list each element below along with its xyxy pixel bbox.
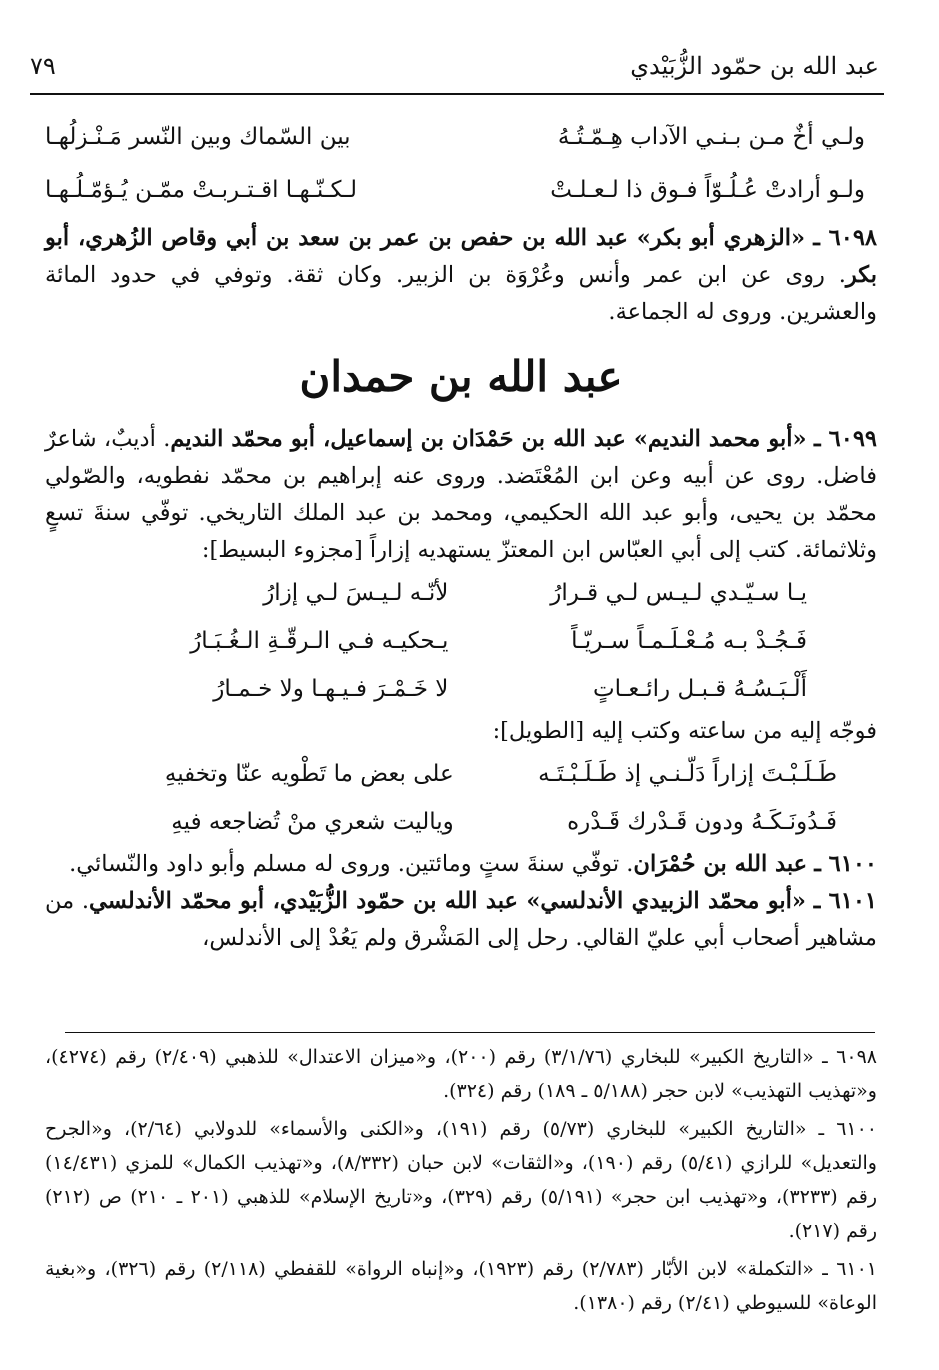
verse-hemistich: فَـدُونَـكَـهُ ودون قَـدْرك قَـدْره	[567, 809, 837, 835]
entry-number: ٦١٠٠ ـ	[814, 851, 877, 877]
reply-intro: فوجّه إليه من ساعته وكتب إليه [الطويل]:	[492, 718, 877, 744]
verse-hemistich: فَـجُـدْ بـه مُـعْـلَـمـاً سـريّـاً	[571, 628, 807, 654]
main-text	[45, 110, 877, 957]
verse-hemistich: لأنّـه لـيـسَ لـي إزارُ	[263, 580, 449, 606]
verse-hemistich: وياليت شعري منْ تُضاجعه فيهِ	[171, 809, 454, 835]
verse-line	[45, 617, 877, 665]
entry-number: ٦٠٩٩ ـ	[813, 426, 877, 452]
entry-number: ٦١٠١ ـ	[813, 888, 878, 914]
verse-hemistich: على بعض ما تَطْويه عنّا وتخفيهِ	[164, 761, 454, 787]
entry-body: . توفّي سنةَ ستٍ ومائتين. وروى له مسلم وأبو داود والنّسائي.	[69, 851, 634, 877]
entry-number: ٦٠٩٨ ـ	[813, 225, 877, 251]
verse-line	[45, 569, 877, 617]
verse-line	[45, 665, 877, 713]
verse-line	[45, 163, 877, 216]
verse-hemistich: أَلْـبَـسُـهُ قـبـل رائـعـاتٍ	[593, 676, 807, 702]
footnote-rule	[65, 1032, 875, 1033]
verse-line	[45, 798, 877, 846]
entry-heading: عبد الله بن حُمْرَان	[633, 851, 808, 877]
entry-heading: «أبو محمّد الزبيدي الأندلسي» عبد الله بن حمّود الزُّبَيْدي، أبو محمّد الأندلسي	[89, 888, 806, 914]
verse-hemistich: يـا سـيّـدي لـيـس لـي قـرارُ	[550, 580, 807, 606]
entry-body: . من مشاهير أصحاب أبي عليّ القالي. رحل إلى المَشْرق ولم يَعُدْ إلى الأندلس،	[45, 888, 877, 951]
header-rule	[30, 93, 884, 95]
footnote: ٦١٠١ ـ «التكملة» لابن الأبّار (٢/٧٨٣) رقم (١٩٢٣)، و«إنباه الرواة» للقفطي (٢/١١٨) رقم (٣٢٦)، و«بغية الوعاة» للسيوطي (٢/٤١) رقم (١٣٨٠).	[45, 1258, 878, 1314]
footnotes	[45, 1040, 877, 1324]
verse-hemistich: بين السّماك وبين النّسر مَـنْـزلُهـا	[45, 123, 351, 150]
entry-heading: «أبو محمد النديم» عبد الله بن حَمْدَان بن إسماعيل، أبو محمّد النديم	[170, 426, 807, 452]
entry-6099	[45, 421, 877, 569]
entry-heading: «الزهري أبو بكر» عبد الله بن حفص بن عمر بن سعد بن أبي وقاص الزُهري، أبو بكر	[45, 225, 877, 288]
verse-hemistich: ولـو أرادتْ عُـلُـوّاً فـوق ذا لـعـلـتْ	[550, 176, 865, 203]
section-heading: عبد الله بن حمدان	[299, 352, 623, 401]
verse-hemistich: ولـي أخٌ مـن بـنـي الآداب هِـمّـتُـهُ	[557, 123, 865, 150]
footnote: ٦٠٩٨ ـ «التاريخ الكبير» للبخاري (٣/١/٧٦) رقم (٢٠٠)، و«ميزان الاعتدال» للذهبي (٢/٤٠٩) رقم (٤٢٧٤)، و«تهذيب التهذيب» لابن حجر (٥/١٨٨ ـ ١٨٩) رقم (٣٢٤).	[45, 1046, 877, 1102]
verse-hemistich: يـحكيـه فـي الـرقّـةِ الـغُـبَـارُ	[190, 628, 449, 654]
running-head	[30, 46, 879, 86]
footnote: ٦١٠٠ ـ «التاريخ الكبير» للبخاري (٥/٧٣) رقم (١٩١)، و«الكنى والأسماء» للدولابي (٢/٦٤)، و«الجرح والتعديل» للرازي (٥/٤١) رقم (١٩٠)، و«الثقات» لابن حبان (٨/٣٣٢)، و«تهذيب الكمال» للمزي (١٤/٤٣١) رقم (٣٢٣٣)، و«تهذيب ابن حجر» (٥/١٩١) رقم (٣٢٩)، و«تاريخ الإسلام» للذهبي (٢٠١ ـ ٢١٠) ص (٢١٢) رقم (٢١٧).	[45, 1118, 878, 1242]
verse-hemistich: طَـلَـبْـتَ إزاراً دَلّـنـي إذ طَـلَـبْـتَـه	[538, 761, 837, 787]
entry-6100	[45, 846, 877, 883]
verse-line	[45, 750, 877, 798]
running-title: عبد الله بن حمّود الزُّبَيْدي	[630, 52, 879, 80]
entry-6101	[45, 883, 877, 957]
entry-body: . أديبٌ، شاعرٌ فاضل. روى عن أبيه وعن ابن المُعْتَضد. وروى عنه إبراهيم بن محمّد نفطويه، والصّولي محمّد بن يحيى، وأبو عبد الله الحكيمي، ومحمد بن عبد الملك التاريخي. توفّي سنةَ تسعٍ وثلاثمائة. كتب إلى أبي العبّاس ابن المعتزّ يستهديه إزاراً [مجزوء البسيط]:	[45, 426, 877, 563]
page-number: ٧٩	[30, 52, 56, 80]
verse-hemistich: لـكـنّـهـا اقـتـربـتْ ممّـن يُـؤمّـلُـهـا	[45, 176, 358, 203]
entry-body: . روى عن ابن عمر وأنس وعُرْوَة بن الزبير. وكان ثقة. وتوفي في حدود المائة والعشرين. وروى له الجماعة.	[45, 262, 877, 325]
verse-hemistich: لا خَـمْـرَ فـيـهـا ولا خـمـارُ	[213, 676, 449, 702]
verse-line	[45, 110, 877, 163]
entry-6098	[45, 220, 877, 331]
